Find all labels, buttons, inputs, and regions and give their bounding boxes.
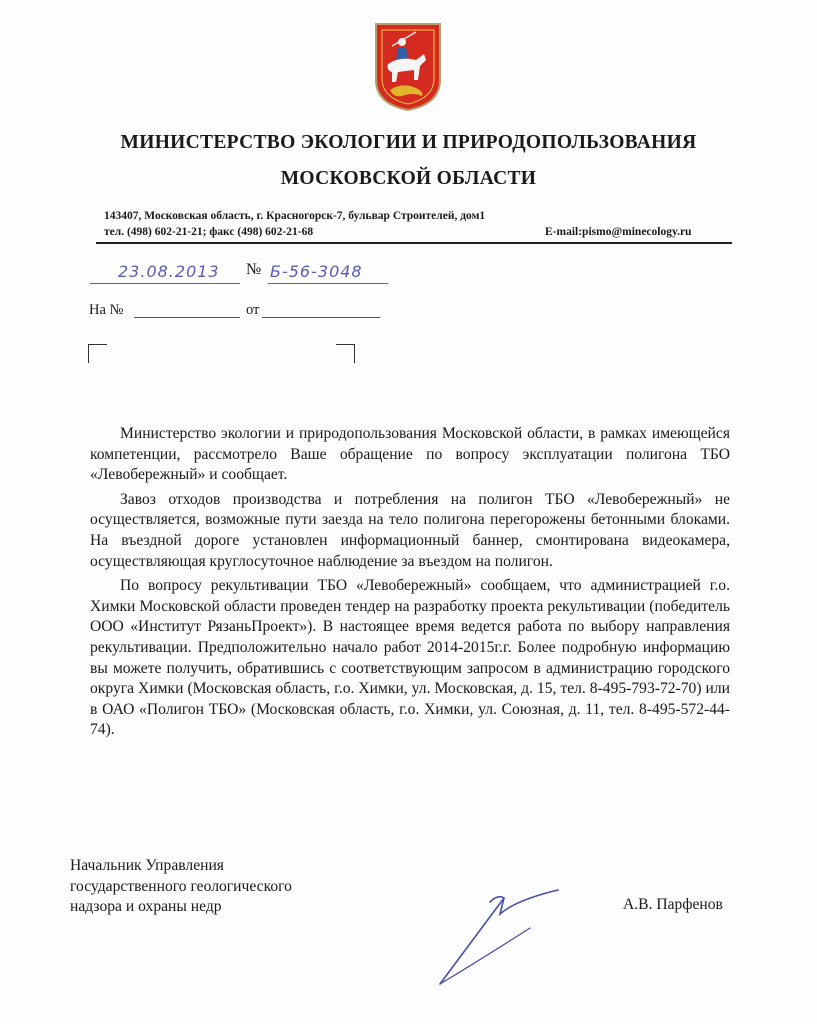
address-block-corner-right: [336, 344, 355, 363]
ministry-title-line1: МИНИСТЕРСТВО ЭКОЛОГИИ И ПРИРОДОПОЛЬЗОВАНИЯ: [120, 132, 697, 153]
reference-number-blank: [134, 317, 240, 318]
letter-body: [90, 424, 730, 745]
reference-number-label: На №: [89, 302, 124, 318]
handwritten-signature: [420, 880, 580, 990]
email-line: E-mail:pismo@minecology.ru: [545, 226, 692, 238]
coat-of-arms-icon: [372, 20, 444, 112]
registration-number-label: №: [246, 261, 262, 278]
signatory-position: [70, 856, 292, 918]
signatory-name: А.В. Парфенов: [623, 896, 723, 913]
registration-number: Б-56-3048: [270, 262, 363, 281]
body-paragraph-2: Завоз отходов производства и потребления на полигон ТБО «Левобережный» не осуществляется, возможные пути заезда на тело полигона перегорожены бетонными блоками. На въездной дороге установлен информационный баннер, смонтирована видеокамера, осуществляющая круглосуточное наблюдение за въездом на полигон.: [90, 490, 730, 570]
registration-number-underline: [268, 283, 388, 284]
signatory-position-line2: государственного геологического: [70, 877, 292, 895]
header-divider: [96, 242, 732, 244]
signatory-position-line3: надзора и охраны недр: [70, 898, 222, 915]
signatory-position-line1: Начальник Управления: [70, 857, 224, 874]
address-line: 143407, Московская область, г. Красногорск-7, бульвар Строителей, дом1: [104, 210, 486, 222]
registration-date-underline: [90, 283, 240, 284]
registration-date: 23.08.2013: [118, 262, 220, 281]
reference-date-blank: [262, 317, 380, 318]
phone-line: тел. (498) 602-21-21; факс (498) 602-21-68: [104, 226, 314, 238]
address-block-corner-left: [88, 344, 107, 363]
reference-date-label: от: [246, 302, 260, 318]
body-paragraph-1: Министерство экологии и природопользования Московской области, в рамках имеющейся компетенции, рассмотрело Ваше обращение по вопросу эксплуатации полигона ТБО «Левобережный» и сообщает.: [90, 425, 730, 484]
body-paragraph-3: По вопросу рекультивации ТБО «Левобережный» сообщаем, что администрацией г.о. Химки Московской области проведен тендер на разработку проекта рекультивации (победитель ООО «Институт РязаньПроект»). В настоящее время ведется работа по выбору направления рекультивации. Предположительно начало работ 2014-2015г.г. Более подробную информацию вы можете получить, обратившись с соответствующим запросом в администрацию городского округа Химки (Московская область, г.о. Химки, ул. Московская, д. 15, тел. 8-495-793-72-70) или в ОАО «Полигон ТБО» (Московская область, г.о. Химки, ул. Союзная, д. 11, тел. 8-495-572-44-74).: [90, 577, 730, 739]
ministry-title-line2: МОСКОВСКОЙ ОБЛАСТИ: [280, 168, 537, 189]
